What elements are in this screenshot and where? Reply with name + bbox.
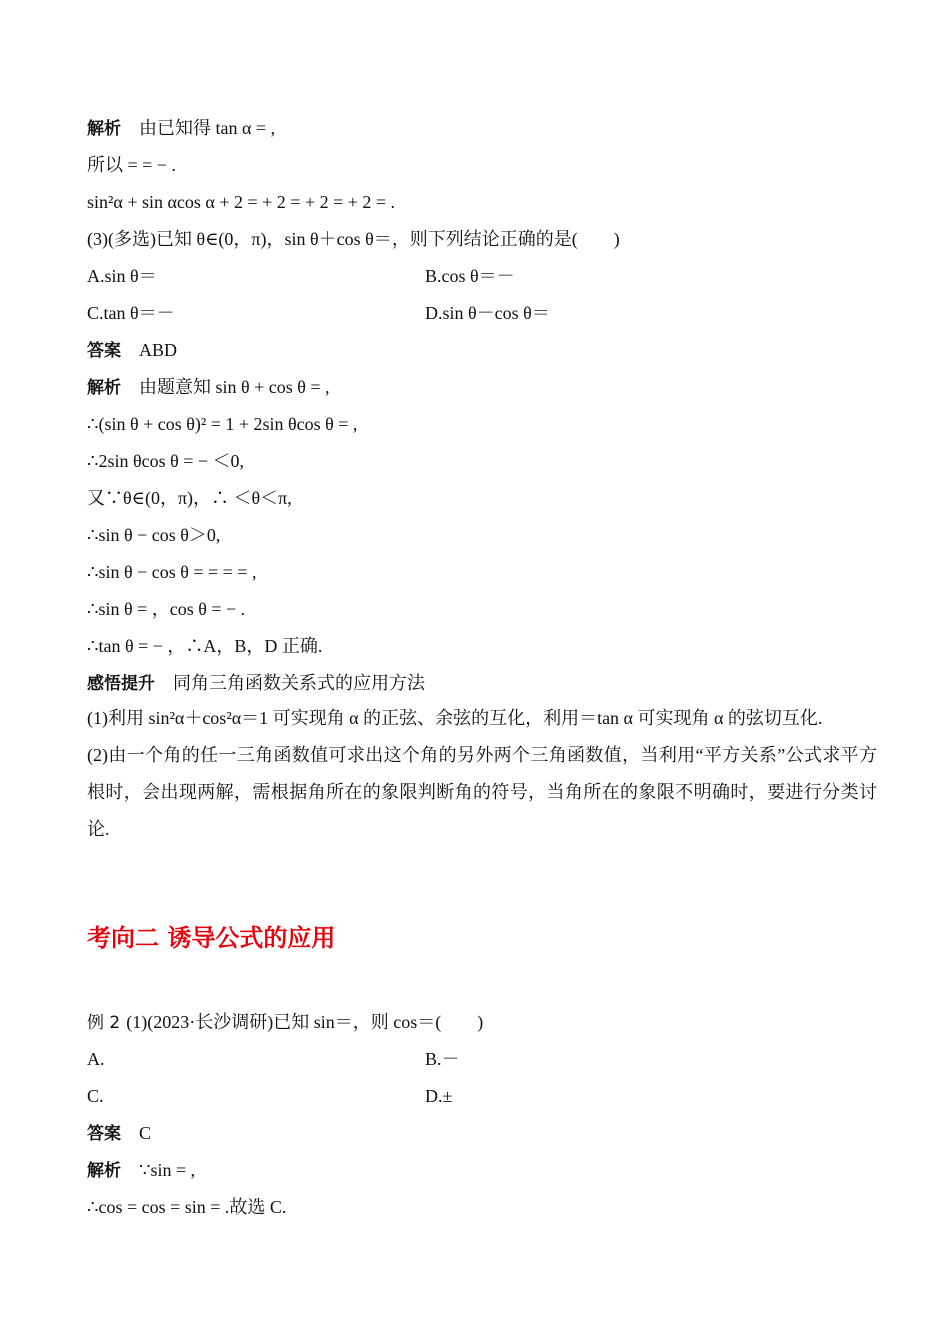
analysis2-line-8: ∴tan θ = − ，∴A，B，D 正确.	[87, 636, 323, 656]
analysis-line-1: 解析 由已知得 tan α = ,	[87, 118, 276, 139]
option-b: B.cos θ＝－	[425, 266, 515, 286]
analysis2-line-2: ∴(sin θ + cos θ)² = 1 + 2sin θcos θ = ,	[87, 414, 358, 434]
section-title: 考向二 诱导公式的应用	[87, 924, 336, 952]
answer-label: 答案	[87, 341, 121, 361]
answer-line-2: 答案 C	[87, 1123, 152, 1144]
example-label: 例 2	[87, 1013, 121, 1033]
option-d: D.sin θ－cos θ＝	[425, 303, 550, 323]
analysis2-line-7: ∴sin θ = ，cos θ = − .	[87, 599, 246, 619]
analysis2-line-6: ∴sin θ − cos θ = = = = ,	[87, 562, 257, 582]
analysis2-line-4: 又∵θ∈(0，π)，∴ ＜θ＜π,	[87, 488, 292, 508]
insight-label: 感悟提升	[87, 674, 155, 694]
analysis3-line-1: 解析 ∵sin = ,	[87, 1160, 196, 1181]
example-option-c: C.	[87, 1086, 104, 1106]
insight-heading: 感悟提升 同角三角函数关系式的应用方法	[87, 673, 425, 694]
analysis-label: 解析	[87, 378, 121, 398]
analysis2-line-3: ∴2sin θcos θ = − ＜0,	[87, 451, 244, 471]
question-3: (3)(多选)已知 θ∈(0，π)，sin θ＋cos θ＝，则下列结论正确的是( )	[87, 229, 620, 249]
example-option-a: A.	[87, 1049, 105, 1069]
analysis3-line-2: ∴cos = cos = sin = .故选 C.	[87, 1197, 287, 1217]
analysis2-line-5: ∴sin θ − cos θ＞0,	[87, 525, 221, 545]
analysis2-line-1: 解析 由题意知 sin θ + cos θ = ,	[87, 377, 330, 398]
answer-line-1: 答案 ABD	[87, 340, 178, 361]
option-c: C.tan θ＝－	[87, 303, 175, 323]
option-a: A.sin θ＝	[87, 266, 157, 286]
insight-point-2: (2)由一个角的任一三角函数值可求出这个角的另外两个三角函数值，当利用“平方关系”公式求平方根时，会出现两解，需根据角所在的象限判断角的符号，当角所在的象限不明确时，要进行分类讨论.	[87, 745, 877, 839]
example-2: 例 2 (1)(2023·长沙调研)已知 sin＝，则 cos＝( )	[87, 1012, 484, 1033]
example-option-b: B.－	[425, 1049, 460, 1069]
insight-point-1: (1)利用 sin²α＋cos²α＝1 可实现角 α 的正弦、余弦的互化，利用＝tan α 可实现角 α 的弦切互化.	[87, 708, 823, 728]
answer-label: 答案	[87, 1124, 121, 1144]
analysis-line-2: 所以 = = − .	[87, 155, 176, 175]
example-option-d: D.±	[425, 1086, 453, 1106]
analysis-line-3: sin²α + sin αcos α + 2 = + 2 = + 2 = + 2 = .	[87, 192, 396, 212]
analysis-label: 解析	[87, 119, 121, 139]
analysis-label: 解析	[87, 1161, 121, 1181]
